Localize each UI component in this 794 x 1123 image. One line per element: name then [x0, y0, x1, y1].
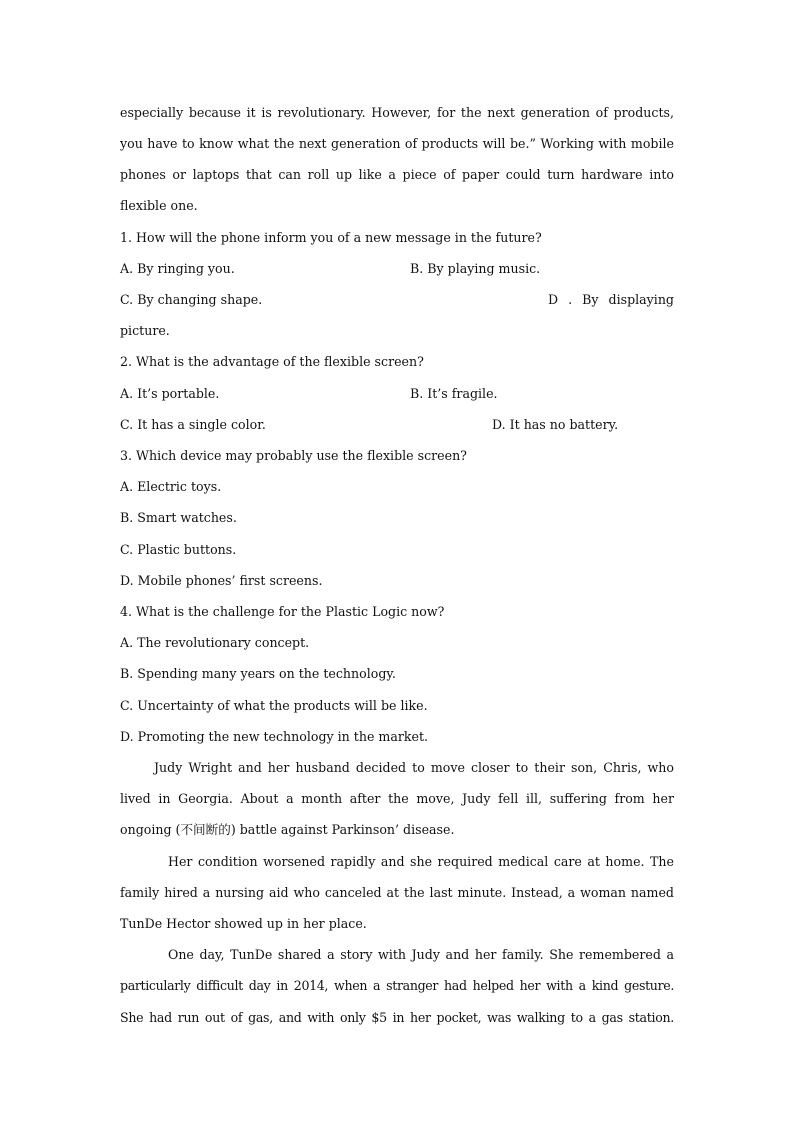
passage-line: you have to know what the next generation of products will be.” Working with mobile [120, 136, 674, 151]
q2-option-b: B. It’s fragile. [410, 386, 498, 401]
q1-option-a: A. By ringing you. [120, 261, 235, 276]
passage-line: ongoing (不间断的) battle against Parkinson’ disease. [120, 822, 455, 837]
passage-line: lived in Georgia. About a month after the move, Judy fell ill, suffering from her [120, 791, 674, 806]
q2-option-c: C. It has a single color. [120, 417, 266, 432]
q1-option-d-cont: picture. [120, 323, 170, 338]
q1-option-b: B. By playing music. [410, 261, 541, 276]
question-stem-1: 1. How will the phone inform you of a new message in the future? [120, 230, 542, 245]
passage-line: One day, TunDe shared a story with Judy and her family. She remembered a [168, 947, 674, 962]
question-stem-2: 2. What is the advantage of the flexible screen? [120, 354, 424, 369]
q3-option-c: C. Plastic buttons. [120, 542, 237, 557]
q1-option-d: D . By displaying [548, 292, 674, 307]
q1-option-c: C. By changing shape. [120, 292, 263, 307]
q4-option-b: B. Spending many years on the technology. [120, 666, 396, 681]
passage-line: especially because it is revolutionary. However, for the next generation of products, [120, 105, 674, 120]
q3-option-b: B. Smart watches. [120, 510, 237, 525]
passage-line: Her condition worsened rapidly and she required medical care at home. The [168, 854, 674, 869]
passage-line: Judy Wright and her husband decided to move closer to their son, Chris, who [154, 760, 674, 775]
passage-line: family hired a nursing aid who canceled at the last minute. Instead, a woman named [120, 885, 674, 900]
passage-line: particularly difficult day in 2014, when a stranger had helped her with a kind gesture. [120, 978, 674, 993]
q4-option-a: A. The revolutionary concept. [120, 635, 310, 650]
q2-option-a: A. It’s portable. [120, 386, 220, 401]
question-stem-3: 3. Which device may probably use the flexible screen? [120, 448, 467, 463]
q3-option-a: A. Electric toys. [120, 479, 222, 494]
passage-line: TunDe Hector showed up in her place. [120, 916, 367, 931]
q2-option-d: D. It has no battery. [492, 417, 619, 432]
passage-line: flexible one. [120, 198, 198, 213]
q4-option-c: C. Uncertainty of what the products will be like. [120, 698, 428, 713]
passage-line: She had run out of gas, and with only $5 in her pocket, was walking to a gas station. [120, 1010, 674, 1025]
q3-option-d: D. Mobile phones’ first screens. [120, 573, 323, 588]
question-stem-4: 4. What is the challenge for the Plastic Logic now? [120, 604, 445, 619]
passage-line: phones or laptops that can roll up like a piece of paper could turn hardware into [120, 167, 674, 182]
q4-option-d: D. Promoting the new technology in the market. [120, 729, 429, 744]
